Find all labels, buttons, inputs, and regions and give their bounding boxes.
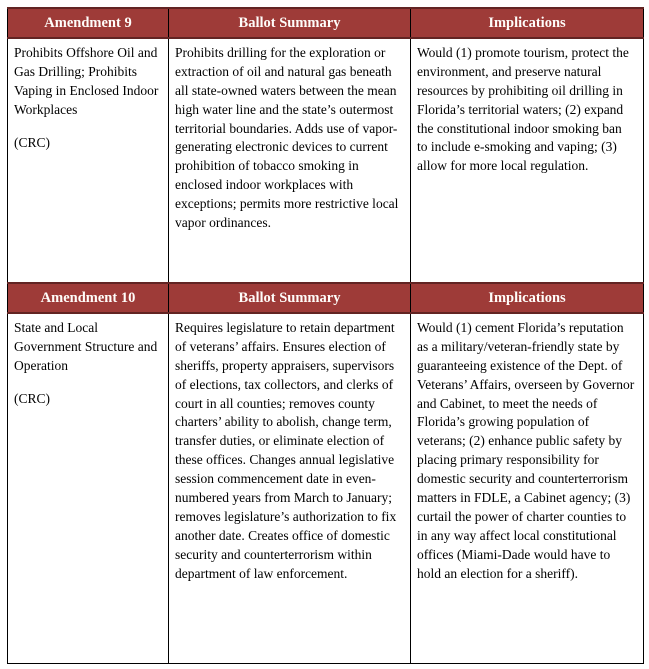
- amendment-9-implications-text: Would (1) promote tourism, protect the environment, and preserve natural resources by prohibiting oil drilling in Florida’s territorial waters; (2) expand the constitutional indoor smoking ban to include e-smoking and vaping; (3) allow for more local regulation.: [417, 45, 629, 174]
- amendment-10-sponsor: (CRC): [14, 390, 51, 406]
- amendment-10-summary-text: Requires legislature to retain department of veterans’ affairs. Ensures election of sheriffs, property appraisers, supervisors of elections, tax collectors, and clerks of court in all counties; removes county charters’ ability to abolish, change term, transfer duties, or eliminate election of these offices. Changes annual legislative session commencement date in even-numbered years from March to January; removes legislature’s authorization to fix another date. Creates office of domestic security and counterterrorism within department of law enforcement.: [175, 320, 397, 581]
- amendment-9-implications-cell: [411, 38, 644, 283]
- header-row-amendment-9: [8, 8, 644, 38]
- body-row-amendment-10: [8, 313, 644, 663]
- amendment-9-sponsor: (CRC): [14, 134, 51, 150]
- amendment-10-summary-cell: [169, 313, 411, 663]
- amendment-10-implications-text: Would (1) cement Florida’s reputation as a military/veteran-friendly state by guaranteeing existence of the Dept. of Veterans’ Affairs, overseen by Governor and Cabinet, to meet the needs of Florida’s growing population of veterans; (2) enhance public safety by placing primary responsibility for domestic security and counterterrorism matters in FDLE, a Cabinet agency; (3) curtail the power of charter counties to in any way affect local constitutional offices (Miami-Dade would have to hold an election for a sheriff).: [417, 320, 635, 581]
- amendment-10-implications-cell: [411, 313, 644, 663]
- header-cell-ballot-summary-2: Ballot Summary: [169, 283, 411, 313]
- amendment-9-title: Prohibits Offshore Oil and Gas Drilling; Prohibits Vaping in Enclosed Indoor Workplaces: [14, 45, 159, 117]
- header-cell-amendment-9: Amendment 9: [8, 8, 169, 38]
- amendment-10-title: State and Local Government Structure and Operation: [14, 320, 158, 373]
- body-row-amendment-9: [8, 38, 644, 283]
- amendment-9-summary-cell: [169, 38, 411, 283]
- header-cell-implications-1: Implications: [411, 8, 644, 38]
- amendment-10-title-cell: [8, 313, 169, 663]
- amendments-table: [7, 7, 644, 664]
- amendment-9-summary-text: Prohibits drilling for the exploration or extraction of oil and natural gas beneath all state-owned waters between the mean high water line and the state’s outermost territorial boundaries. Adds use of vapor-generating electronic devices to current prohibition of tobacco smoking in enclosed indoor workplaces with exceptions; permits more restrictive local vapor ordinances.: [175, 45, 399, 231]
- header-cell-ballot-summary-1: Ballot Summary: [169, 8, 411, 38]
- amendment-9-title-cell: [8, 38, 169, 283]
- header-row-amendment-10: [8, 283, 644, 313]
- header-cell-implications-2: Implications: [411, 283, 644, 313]
- header-cell-amendment-10: Amendment 10: [8, 283, 169, 313]
